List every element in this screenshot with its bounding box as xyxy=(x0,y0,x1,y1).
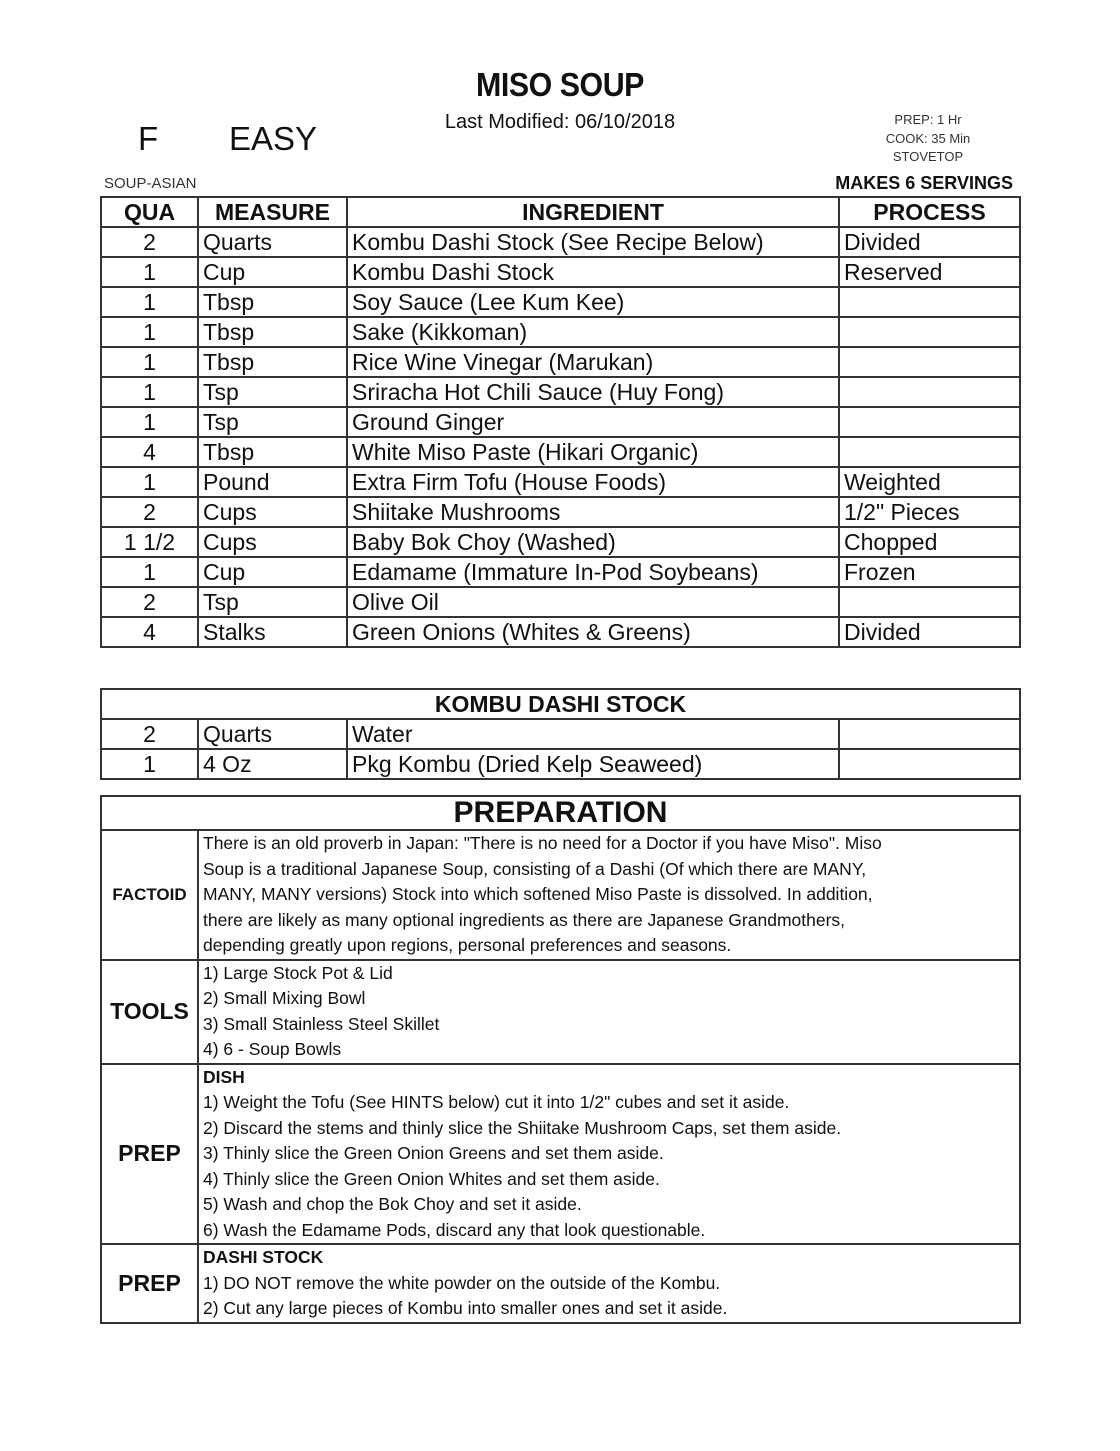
recipe-title: MISO SOUP xyxy=(476,66,644,103)
cell-ingredient: Baby Bok Choy (Washed) xyxy=(347,527,839,557)
cell-ingredient: Rice Wine Vinegar (Marukan) xyxy=(347,347,839,377)
cell-qua: 1 xyxy=(101,317,198,347)
text-line: 6) Wash the Edamame Pods, discard any that look questionable. xyxy=(203,1219,706,1240)
prep-dish-content xyxy=(198,1064,1020,1245)
cell-process xyxy=(839,317,1020,347)
tools-content xyxy=(198,960,1020,1064)
cell-ingredient: Sake (Kikkoman) xyxy=(347,317,839,347)
cell-ingredient: Ground Ginger xyxy=(347,407,839,437)
cell-measure: 4 Oz xyxy=(198,749,347,779)
prep-dashi-content xyxy=(198,1244,1020,1323)
dashi-header-row xyxy=(101,689,1020,719)
dashi-title: KOMBU DASHI STOCK xyxy=(101,689,1020,719)
preparation-title: PREPARATION xyxy=(101,796,1020,830)
preparation-table xyxy=(100,795,1021,1324)
cell-process xyxy=(839,347,1020,377)
cell-qua: 1 xyxy=(101,467,198,497)
last-modified: Last Modified: 06/10/2018 xyxy=(444,111,676,133)
prep-dish-steps xyxy=(203,1090,1015,1243)
ingredient-row xyxy=(101,437,1020,467)
ingredient-row xyxy=(101,497,1020,527)
cook-time: COOK: 35 Min xyxy=(885,130,971,146)
cell-qua: 1 xyxy=(101,347,198,377)
factoid-label: FACTOID xyxy=(101,830,198,960)
cell-qua: 1 1/2 xyxy=(101,527,198,557)
cell-qua: 1 xyxy=(101,257,198,287)
cell-ingredient: Kombu Dashi Stock xyxy=(347,257,839,287)
prep-dish-row xyxy=(101,1064,1020,1245)
cell-ingredient: White Miso Paste (Hikari Organic) xyxy=(347,437,839,467)
text-line: 3) Small Stainless Steel Skillet xyxy=(203,1013,440,1034)
tools-row xyxy=(101,960,1020,1064)
col-header-qua: QUA xyxy=(101,197,198,227)
cell-measure: Quarts xyxy=(198,227,347,257)
cell-measure: Tsp xyxy=(198,377,347,407)
cell-ingredient: Kombu Dashi Stock (See Recipe Below) xyxy=(347,227,839,257)
ingredient-row xyxy=(101,407,1020,437)
cell-process: Reserved xyxy=(839,257,1020,287)
text-line: MANY, MANY versions) Stock into which softened Miso Paste is dissolved. In addition, xyxy=(203,884,873,904)
text-line: 1) Weight the Tofu (See HINTS below) cut it into 1/2" cubes and set it aside. xyxy=(203,1092,790,1112)
ingredient-row xyxy=(101,347,1020,377)
cell-qua: 2 xyxy=(101,719,198,749)
cell-qua: 1 xyxy=(101,749,198,779)
cell-ingredient: Pkg Kombu (Dried Kelp Seaweed) xyxy=(347,749,839,779)
ingredient-row xyxy=(101,377,1020,407)
ingredient-row xyxy=(101,467,1020,497)
prep-dashi-row xyxy=(101,1244,1020,1323)
ingredient-row xyxy=(101,587,1020,617)
cell-measure: Stalks xyxy=(198,617,347,647)
grade: F xyxy=(138,120,159,157)
cell-qua: 1 xyxy=(101,557,198,587)
cell-ingredient: Sriracha Hot Chili Sauce (Huy Fong) xyxy=(347,377,839,407)
cell-ingredient: Extra Firm Tofu (House Foods) xyxy=(347,467,839,497)
cell-measure: Quarts xyxy=(198,719,347,749)
cell-ingredient: Soy Sauce (Lee Kum Kee) xyxy=(347,287,839,317)
ingredient-row xyxy=(101,317,1020,347)
cell-ingredient: Green Onions (Whites & Greens) xyxy=(347,617,839,647)
cell-process xyxy=(839,407,1020,437)
cell-process xyxy=(839,749,1020,779)
text-line: 1) DO NOT remove the white powder on the outside of the Kombu. xyxy=(203,1272,721,1293)
cell-process xyxy=(839,587,1020,617)
cell-qua: 2 xyxy=(101,227,198,257)
col-header-ingredient: INGREDIENT xyxy=(347,197,839,227)
ingredient-row xyxy=(101,257,1020,287)
dashi-table xyxy=(100,688,1021,780)
cook-method: STOVETOP xyxy=(892,149,964,164)
prep-dashi-subhead: DASHI STOCK xyxy=(203,1247,324,1267)
cell-measure: Cup xyxy=(198,557,347,587)
ingredient-row xyxy=(101,527,1020,557)
text-line: 4) 6 - Soup Bowls xyxy=(203,1039,342,1059)
cell-qua: 1 xyxy=(101,287,198,317)
text-line: 2) Discard the stems and thinly slice the Shiitake Mushroom Caps, set them aside. xyxy=(203,1117,842,1138)
cell-measure: Cup xyxy=(198,257,347,287)
prep-dish-subhead: DISH xyxy=(203,1066,245,1087)
cell-measure: Cups xyxy=(198,497,347,527)
tools-label: TOOLS xyxy=(101,960,198,1064)
text-line: There is an old proverb in Japan: "There is no need for a Doctor if you have Miso". Miso xyxy=(203,833,882,853)
cell-ingredient: Edamame (Immature In-Pod Soybeans) xyxy=(347,557,839,587)
prep-time: PREP: 1 Hr xyxy=(894,112,962,127)
category: SOUP-ASIAN xyxy=(104,175,197,192)
cell-qua: 1 xyxy=(101,407,198,437)
preparation-header-row xyxy=(101,796,1020,830)
cell-qua: 4 xyxy=(101,437,198,467)
cell-process: Divided xyxy=(839,227,1020,257)
time-info xyxy=(868,111,988,167)
servings: MAKES 6 SERVINGS xyxy=(835,173,1013,193)
ingredient-row xyxy=(101,227,1020,257)
cell-qua: 4 xyxy=(101,617,198,647)
text-line: 1) Large Stock Pot & Lid xyxy=(203,962,393,983)
cell-measure: Tbsp xyxy=(198,287,347,317)
cell-qua: 2 xyxy=(101,497,198,527)
ingredient-row xyxy=(101,287,1020,317)
factoid-content xyxy=(198,830,1020,960)
cell-process xyxy=(839,719,1020,749)
prep-dashi-label: PREP xyxy=(101,1244,198,1323)
cell-process: Divided xyxy=(839,617,1020,647)
cell-measure: Tbsp xyxy=(198,347,347,377)
text-line: there are likely as many optional ingredients as there are Japanese Grandmothers, xyxy=(203,909,846,930)
ingredients-table xyxy=(100,196,1021,648)
cell-ingredient: Water xyxy=(347,719,839,749)
cell-measure: Tbsp xyxy=(198,317,347,347)
ingredient-row xyxy=(101,719,1020,749)
cell-process xyxy=(839,287,1020,317)
cell-measure: Cups xyxy=(198,527,347,557)
col-header-process: PROCESS xyxy=(839,197,1020,227)
text-line: 5) Wash and chop the Bok Choy and set it aside. xyxy=(203,1194,582,1214)
text-line: 4) Thinly slice the Green Onion Whites and set them aside. xyxy=(203,1168,660,1189)
cell-measure: Tbsp xyxy=(198,437,347,467)
cell-process xyxy=(839,437,1020,467)
col-header-measure: MEASURE xyxy=(198,197,347,227)
cell-process: 1/2" Pieces xyxy=(839,497,1020,527)
cell-process: Weighted xyxy=(839,467,1020,497)
cell-measure: Tsp xyxy=(198,587,347,617)
ingredients-header-row xyxy=(101,197,1020,227)
text-line: depending greatly upon regions, personal preferences and seasons. xyxy=(203,935,732,955)
text-line: 3) Thinly slice the Green Onion Greens and set them aside. xyxy=(203,1143,664,1163)
cell-process: Frozen xyxy=(839,557,1020,587)
cell-process: Chopped xyxy=(839,527,1020,557)
text-line: Soup is a traditional Japanese Soup, consisting of a Dashi (Of which there are MANY, xyxy=(203,858,867,879)
prep-dashi-steps xyxy=(203,1271,1015,1322)
ingredient-row xyxy=(101,749,1020,779)
cell-qua: 2 xyxy=(101,587,198,617)
cell-measure: Tsp xyxy=(198,407,347,437)
factoid-row xyxy=(101,830,1020,960)
difficulty: EASY xyxy=(229,120,318,157)
cell-measure: Pound xyxy=(198,467,347,497)
ingredient-row xyxy=(101,617,1020,647)
text-line: 2) Cut any large pieces of Kombu into smaller ones and set it aside. xyxy=(203,1298,728,1318)
cell-process xyxy=(839,377,1020,407)
cell-ingredient: Shiitake Mushrooms xyxy=(347,497,839,527)
ingredient-row xyxy=(101,557,1020,587)
cell-ingredient: Olive Oil xyxy=(347,587,839,617)
prep-dish-label: PREP xyxy=(101,1064,198,1245)
cell-qua: 1 xyxy=(101,377,198,407)
text-line: 2) Small Mixing Bowl xyxy=(203,988,366,1008)
